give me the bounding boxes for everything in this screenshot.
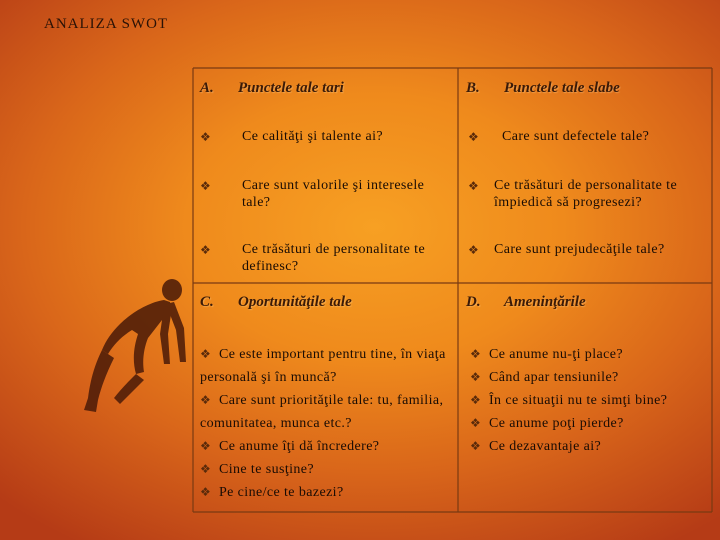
opportunities-item: ❖ Ce anume îţi dă încredere? <box>200 439 380 454</box>
opportunities-item: ❖ Ce este important pentru tine, în viaţa personală şi în muncă? <box>200 347 446 385</box>
diamond-bullet-icon: ❖ <box>200 347 212 361</box>
runner-silhouette <box>80 270 200 420</box>
diamond-bullet-icon: ❖ <box>470 347 482 361</box>
diamond-bullet-icon: ❖ <box>468 179 480 193</box>
opportunities-title: Oportunităţile tale <box>238 294 352 310</box>
strengths-item: ❖ Ce trăsături de personalitate te definesc? <box>200 242 426 274</box>
weaknesses-header <box>466 80 620 97</box>
threats-title: Ameninţările <box>504 294 586 310</box>
threats-item: ❖ Ce anume poţi pierde? <box>470 416 624 431</box>
diamond-bullet-icon: ❖ <box>200 179 212 193</box>
weaknesses-item: ❖ Ce trăsături de personalitate te împiedică să progresezi? <box>468 178 678 210</box>
weaknesses-item: ❖ Care sunt defectele tale? <box>468 129 650 144</box>
opportunities-header <box>200 294 352 311</box>
strengths-item: ❖ Care sunt valorile şi interesele tale? <box>200 178 425 210</box>
strengths-item: ❖ Ce calităţi şi talente ai? <box>200 129 384 144</box>
threats-item: ❖ Ce anume nu-ţi place? <box>470 347 623 362</box>
threats-list <box>470 343 708 458</box>
diamond-bullet-icon: ❖ <box>470 416 482 430</box>
diamond-bullet-icon: ❖ <box>468 243 480 257</box>
threats-header <box>466 294 586 311</box>
diamond-bullet-icon: ❖ <box>470 439 482 453</box>
strengths-title: Punctele tale tari <box>238 80 344 96</box>
diamond-bullet-icon: ❖ <box>200 462 212 476</box>
threats-letter: D. <box>466 294 481 310</box>
strengths-header <box>200 80 344 97</box>
opportunities-list <box>200 343 452 504</box>
diamond-bullet-icon: ❖ <box>200 439 212 453</box>
diamond-bullet-icon: ❖ <box>200 393 212 407</box>
diamond-bullet-icon: ❖ <box>470 370 482 384</box>
weaknesses-title: Punctele tale slabe <box>504 80 620 96</box>
opportunities-item: ❖ Care sunt priorităţile tale: tu, familia, comunitatea, munca etc.? <box>200 393 444 431</box>
diamond-bullet-icon: ❖ <box>468 130 480 144</box>
strengths-letter: A. <box>200 80 214 96</box>
diamond-bullet-icon: ❖ <box>470 393 482 407</box>
threats-item: ❖ Când apar tensiunile? <box>470 370 619 385</box>
threats-item: ❖ În ce situaţii nu te simţi bine? <box>470 393 668 408</box>
page-title: ANALIZA SWOT <box>44 16 169 32</box>
opportunities-letter: C. <box>200 294 214 310</box>
diamond-bullet-icon: ❖ <box>200 485 212 499</box>
opportunities-item: ❖ Cine te susţine? <box>200 462 315 477</box>
weaknesses-item: ❖ Care sunt prejudecăţile tale? <box>468 242 665 257</box>
diamond-bullet-icon: ❖ <box>200 130 212 144</box>
diamond-bullet-icon: ❖ <box>200 243 212 257</box>
opportunities-item: ❖ Pe cine/ce te bazezi? <box>200 485 344 500</box>
weaknesses-letter: B. <box>466 80 480 96</box>
threats-item: ❖ Ce dezavantaje ai? <box>470 439 602 454</box>
